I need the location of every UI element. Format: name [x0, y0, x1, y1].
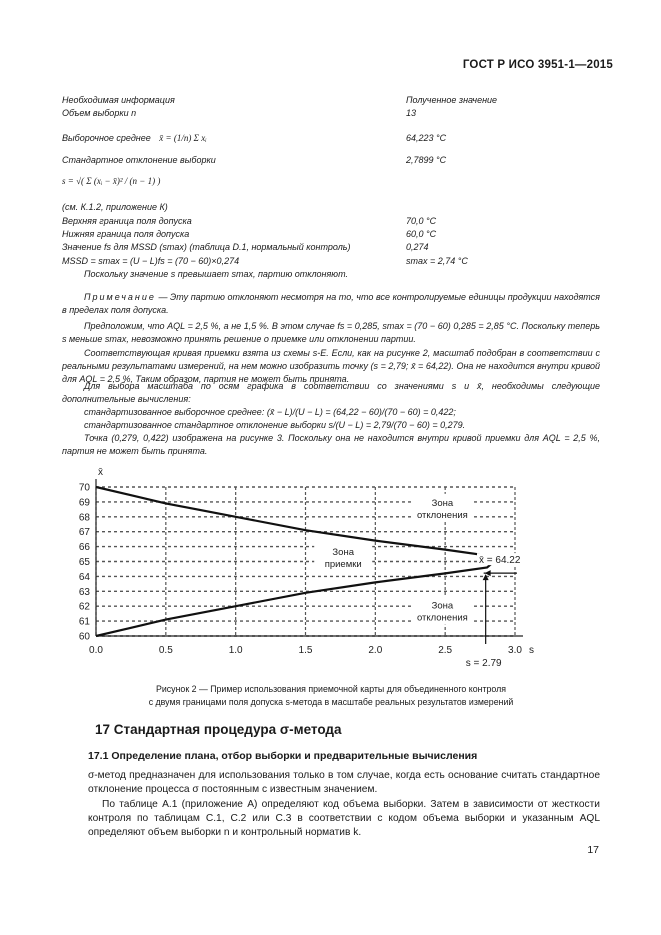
sd-formula: s = √( Σ (xᵢ − x̄)² / (n − 1) ) — [62, 176, 161, 186]
y-tick-label: 66 — [78, 542, 90, 554]
y-tick-label: 69 — [78, 497, 90, 509]
acceptance-chart — [60, 462, 560, 677]
standard-header: ГОСТ Р ИСО 3951-1—2015 — [462, 59, 613, 71]
zone-accept-line1: Зона — [332, 547, 354, 559]
subsection-title: 17.1 Определение плана, отбор выборки и предварительные вычисления — [88, 750, 478, 762]
body-paragraph-2: По таблице А.1 (приложение А) определяют код объема выборки. Затем в зависимости от жесткости контроля по таблицам С.1, С.2 или С.3 в соответствии с кодом объема выборки и указанным AQL определяют объем выборки n и контрольный норматив k. — [88, 799, 600, 838]
y-axis-label: x̄ — [98, 467, 103, 478]
row-label: Значение fs для MSSD (smax) (таблица D.1, нормальный контроль) — [62, 242, 351, 252]
row-label: Выборочное среднее x̄ = (1/n) Σ xᵢ — [62, 133, 207, 143]
paragraph-5: стандартизованное стандартное отклонение выборки s/(U − L) = 2,79/(70 − 60) = 0,279. — [84, 420, 466, 430]
s-value: s = 2.79 — [465, 658, 502, 669]
paragraph-6: Точка (0,279, 0,422) изображена на рисунке 3. Поскольку она не находится внутри кривой приемки для AQL = 2,5 %, партия не может быть принята. — [62, 433, 600, 456]
zone-reject-upper-line2: отклонения — [416, 509, 468, 521]
y-tick-label: 61 — [78, 616, 90, 628]
row-value: 2,7899 °C — [406, 155, 447, 165]
section-title: 17 Стандартная процедура σ-метода — [95, 722, 342, 737]
x-tick-label: 2.5 — [438, 645, 453, 656]
zone-reject-lower-line1: Зона — [431, 600, 454, 612]
y-tick-label: 67 — [78, 527, 90, 539]
note — [62, 291, 600, 317]
row-value: 70,0 °C — [406, 216, 437, 226]
paragraph-4: стандартизованное выборочное среднее: (x̄ − L)/(U − L) = (64,22 − 60)/(70 − 60) = 0,422; — [84, 407, 456, 417]
conclusion: Поскольку значение s превышает smax, партию отклоняют. — [84, 269, 348, 279]
x-axis-label: s — [529, 645, 534, 656]
row-label: MSSD = smax = (U − L)fs = (70 − 60)×0,274 — [62, 256, 240, 266]
x-tick-label: 2.0 — [368, 645, 383, 656]
y-tick-label: 63 — [78, 586, 90, 598]
x-tick-label: 1.0 — [228, 645, 243, 656]
y-tick-label: 64 — [78, 571, 90, 583]
chart-labels — [314, 494, 525, 669]
body-paragraph-1: σ-метод предназначен для использования только в том случае, когда есть основание считать стандартное отклонение процесса σ постоянным с известным значением. — [88, 770, 600, 795]
x-tick-label: 3.0 — [508, 645, 522, 656]
note-label: Примечание — [84, 292, 156, 302]
s-arrowhead — [483, 574, 489, 580]
x-tick-label: 0.0 — [89, 645, 103, 656]
col2-header: Полученное значение — [406, 95, 498, 105]
zone-accept-line2: приемки — [324, 559, 362, 571]
row-label: Стандартное отклонение выборки — [62, 155, 216, 165]
figure-caption-line-1: Рисунок 2 — Пример использования приемочной карты для объединенного контроля — [156, 684, 506, 694]
note-text: — Эту партию отклоняют несмотря на то, что все контролируемые единицы продукции находятся в пределах поля допуска. — [62, 292, 600, 315]
paragraph-3: Для выбора масштаба по осям графика в соответствии со значениями s и x̄, необходимы следующие дополнительные вычисления: — [62, 381, 600, 404]
y-tick-label: 60 — [78, 631, 90, 643]
x-tick-label: 1.5 — [298, 645, 313, 656]
y-tick-label: 62 — [78, 601, 90, 613]
y-tick-label: 70 — [78, 482, 90, 494]
figure-caption-line-2: с двумя границами поля допуска s-метода в масштабе реальных результатов измерений — [148, 697, 514, 707]
row-label: Верхняя граница поля допуска — [62, 216, 192, 226]
row-value: 64,223 °C — [406, 133, 447, 143]
row-value: 60,0 °C — [406, 229, 437, 239]
y-tick-label: 65 — [78, 557, 90, 568]
y-tick-label: 68 — [78, 512, 90, 524]
xbar-value: x̄ = 64.22 — [479, 555, 521, 567]
zone-reject-lower-line2: отклонения — [416, 612, 468, 624]
col1-header: Необходимая информация — [62, 95, 175, 105]
mean-formula: x̄ = (1/n) Σ xᵢ — [159, 133, 207, 143]
row-label: Нижняя граница поля допуска — [62, 229, 190, 239]
x-tick-label: 0.5 — [158, 645, 173, 656]
zone-reject-upper-line1: Зона — [431, 497, 454, 509]
page-number: 17 — [587, 844, 599, 856]
row-value: 13 — [406, 108, 417, 118]
row-value: smax = 2,74 °C — [406, 256, 468, 266]
paragraph-2: Соответствующая кривая приемки взята из схемы s-E. Если, как на рисунке 2, масштаб подобран в соответствии с реальными результатами измерений, на нем можно изобразить точку (s = 2,79; x̄ = 64,22). Она не находится внутри кривой для AQL = 2,5 %, Таким образом, партия не может быть принята. — [62, 348, 600, 384]
row-value: 0,274 — [406, 242, 429, 252]
paragraph-1: Предположим, что AQL = 2,5 %, а не 1,5 %. В этом случае fs = 0,285, smax = (70 − 60) 0,285 = 2,85 °C. Поскольку теперь s меньше smax, невозможно принять решение о приемке или отклонении партии. — [62, 321, 600, 344]
row-label: Объем выборки n — [62, 108, 137, 118]
